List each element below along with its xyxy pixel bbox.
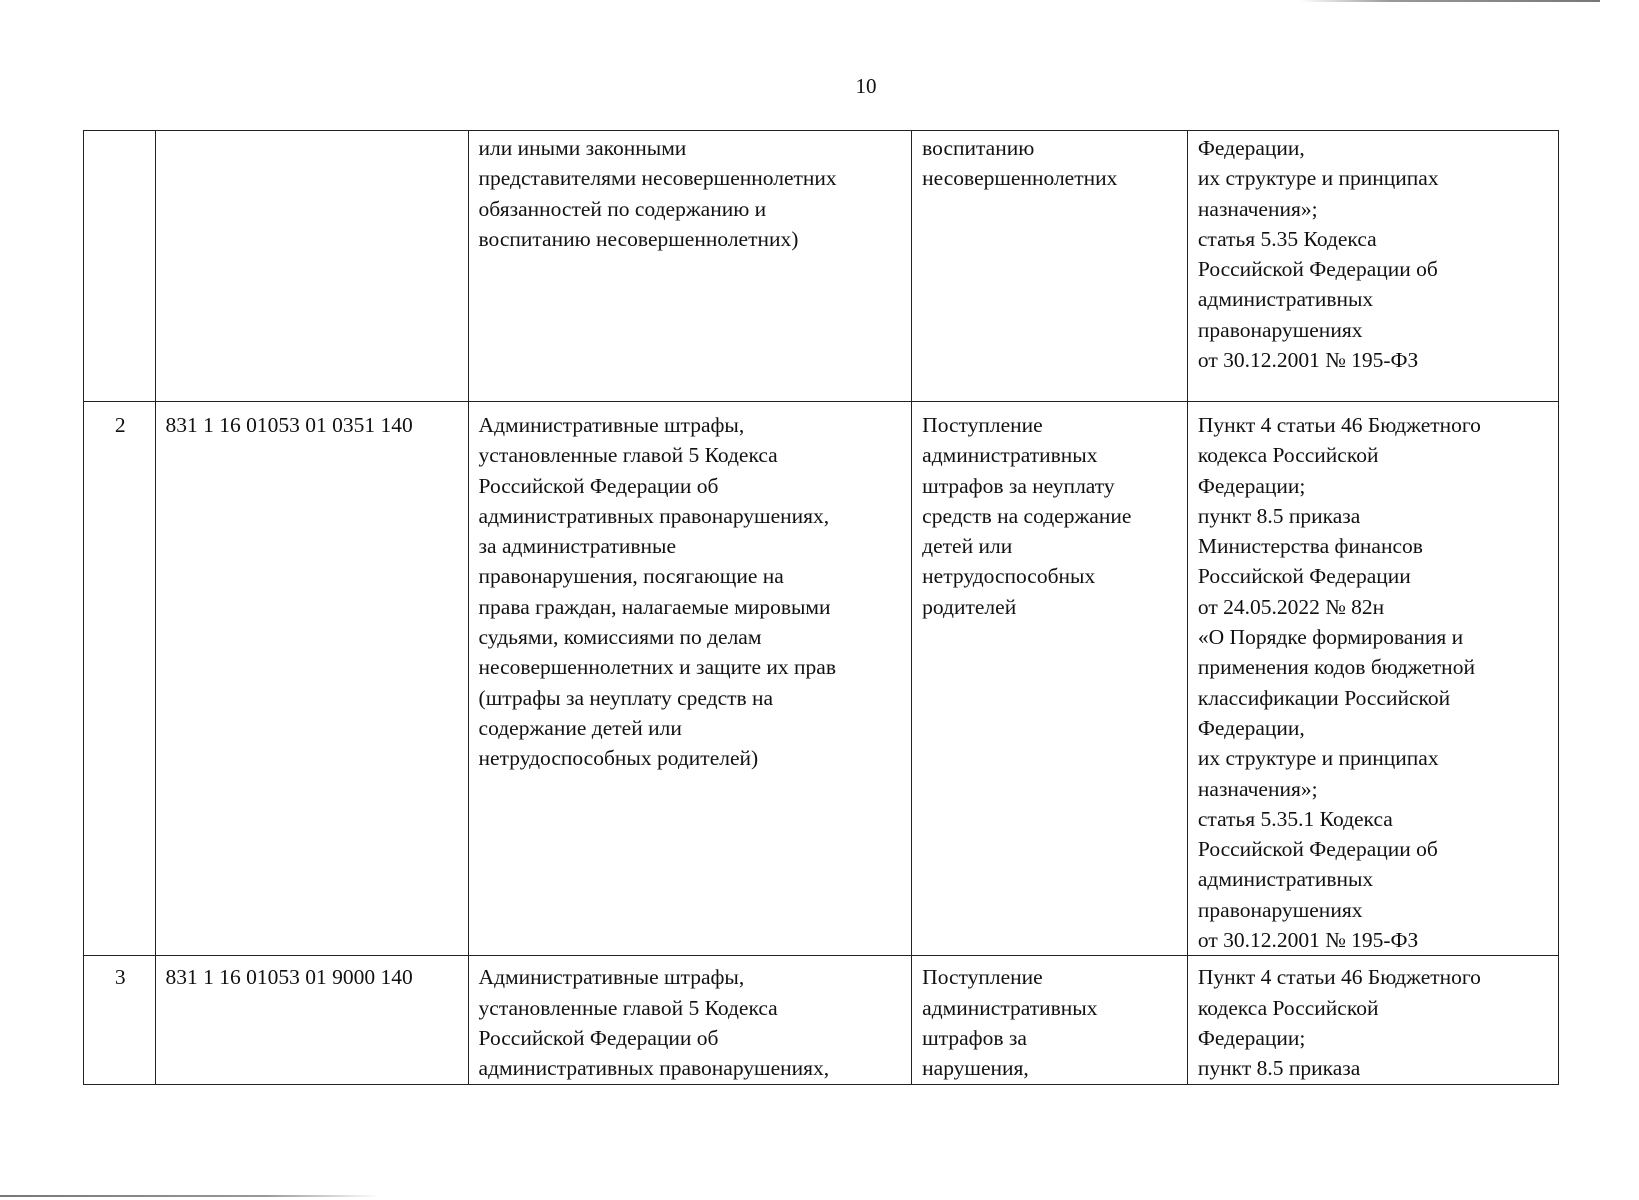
revenue-name-cell: или иными законными представителями несовершеннолетних обязанностей по содержанию и воспитанию несовершеннолетних): [468, 131, 912, 402]
legal-basis-cell: Федерации, их структуре и принципах назначения»; статья 5.35 Кодекса Российской Федерации об административных правонарушениях от 30.12.2001 № 195-ФЗ: [1187, 131, 1558, 402]
budget-code-cell: 831 1 16 01053 01 0351 140: [155, 402, 468, 956]
document-table: [83, 130, 1559, 1085]
budget-code-cell: 831 1 16 01053 01 9000 140: [155, 956, 468, 1084]
revenue-name-cell: Административные штрафы, установленные главой 5 Кодекса Российской Федерации об административных правонарушениях,: [468, 956, 912, 1084]
row-number-cell: [84, 131, 156, 402]
table-row: [84, 956, 1559, 1084]
revenue-name-cell: Административные штрафы, установленные главой 5 Кодекса Российской Федерации об административных правонарушениях, за административные правонарушения, посягающие на права граждан, налагаемые мировыми судьями, комиссиями по делам несовершеннолетних и защите их прав (штрафы за неуплату средств на содержание детей или нетрудоспособных родителей): [468, 402, 912, 956]
table-row: [84, 131, 1559, 402]
budget-code-cell: [155, 131, 468, 402]
scan-edge-bottom: [0, 1195, 380, 1197]
row-number-cell: 2: [84, 402, 156, 956]
row-number-cell: 3: [84, 956, 156, 1084]
legal-basis-cell: Пункт 4 статьи 46 Бюджетного кодекса Российской Федерации; пункт 8.5 приказа: [1187, 956, 1558, 1084]
legal-basis-cell: Пункт 4 статьи 46 Бюджетного кодекса Российской Федерации; пункт 8.5 приказа Министерства финансов Российской Федерации от 24.05.2022 № 82н «О Порядке формирования и применения кодов бюджетной классификации Российской Федерации, их структуре и принципах назначения»; статья 5.35.1 Кодекса Российской Федерации об административных правонарушениях от 30.12.2001 № 195-ФЗ: [1187, 402, 1558, 956]
description-cell: воспитанию несовершеннолетних: [912, 131, 1188, 402]
table-row: [84, 402, 1559, 956]
description-cell: Поступление административных штрафов за неуплату средств на содержание детей или нетрудоспособных родителей: [912, 402, 1188, 956]
scan-edge-top: [1300, 0, 1600, 2]
description-cell: Поступление административных штрафов за нарушения,: [912, 956, 1188, 1084]
page-number: 10: [855, 74, 877, 98]
